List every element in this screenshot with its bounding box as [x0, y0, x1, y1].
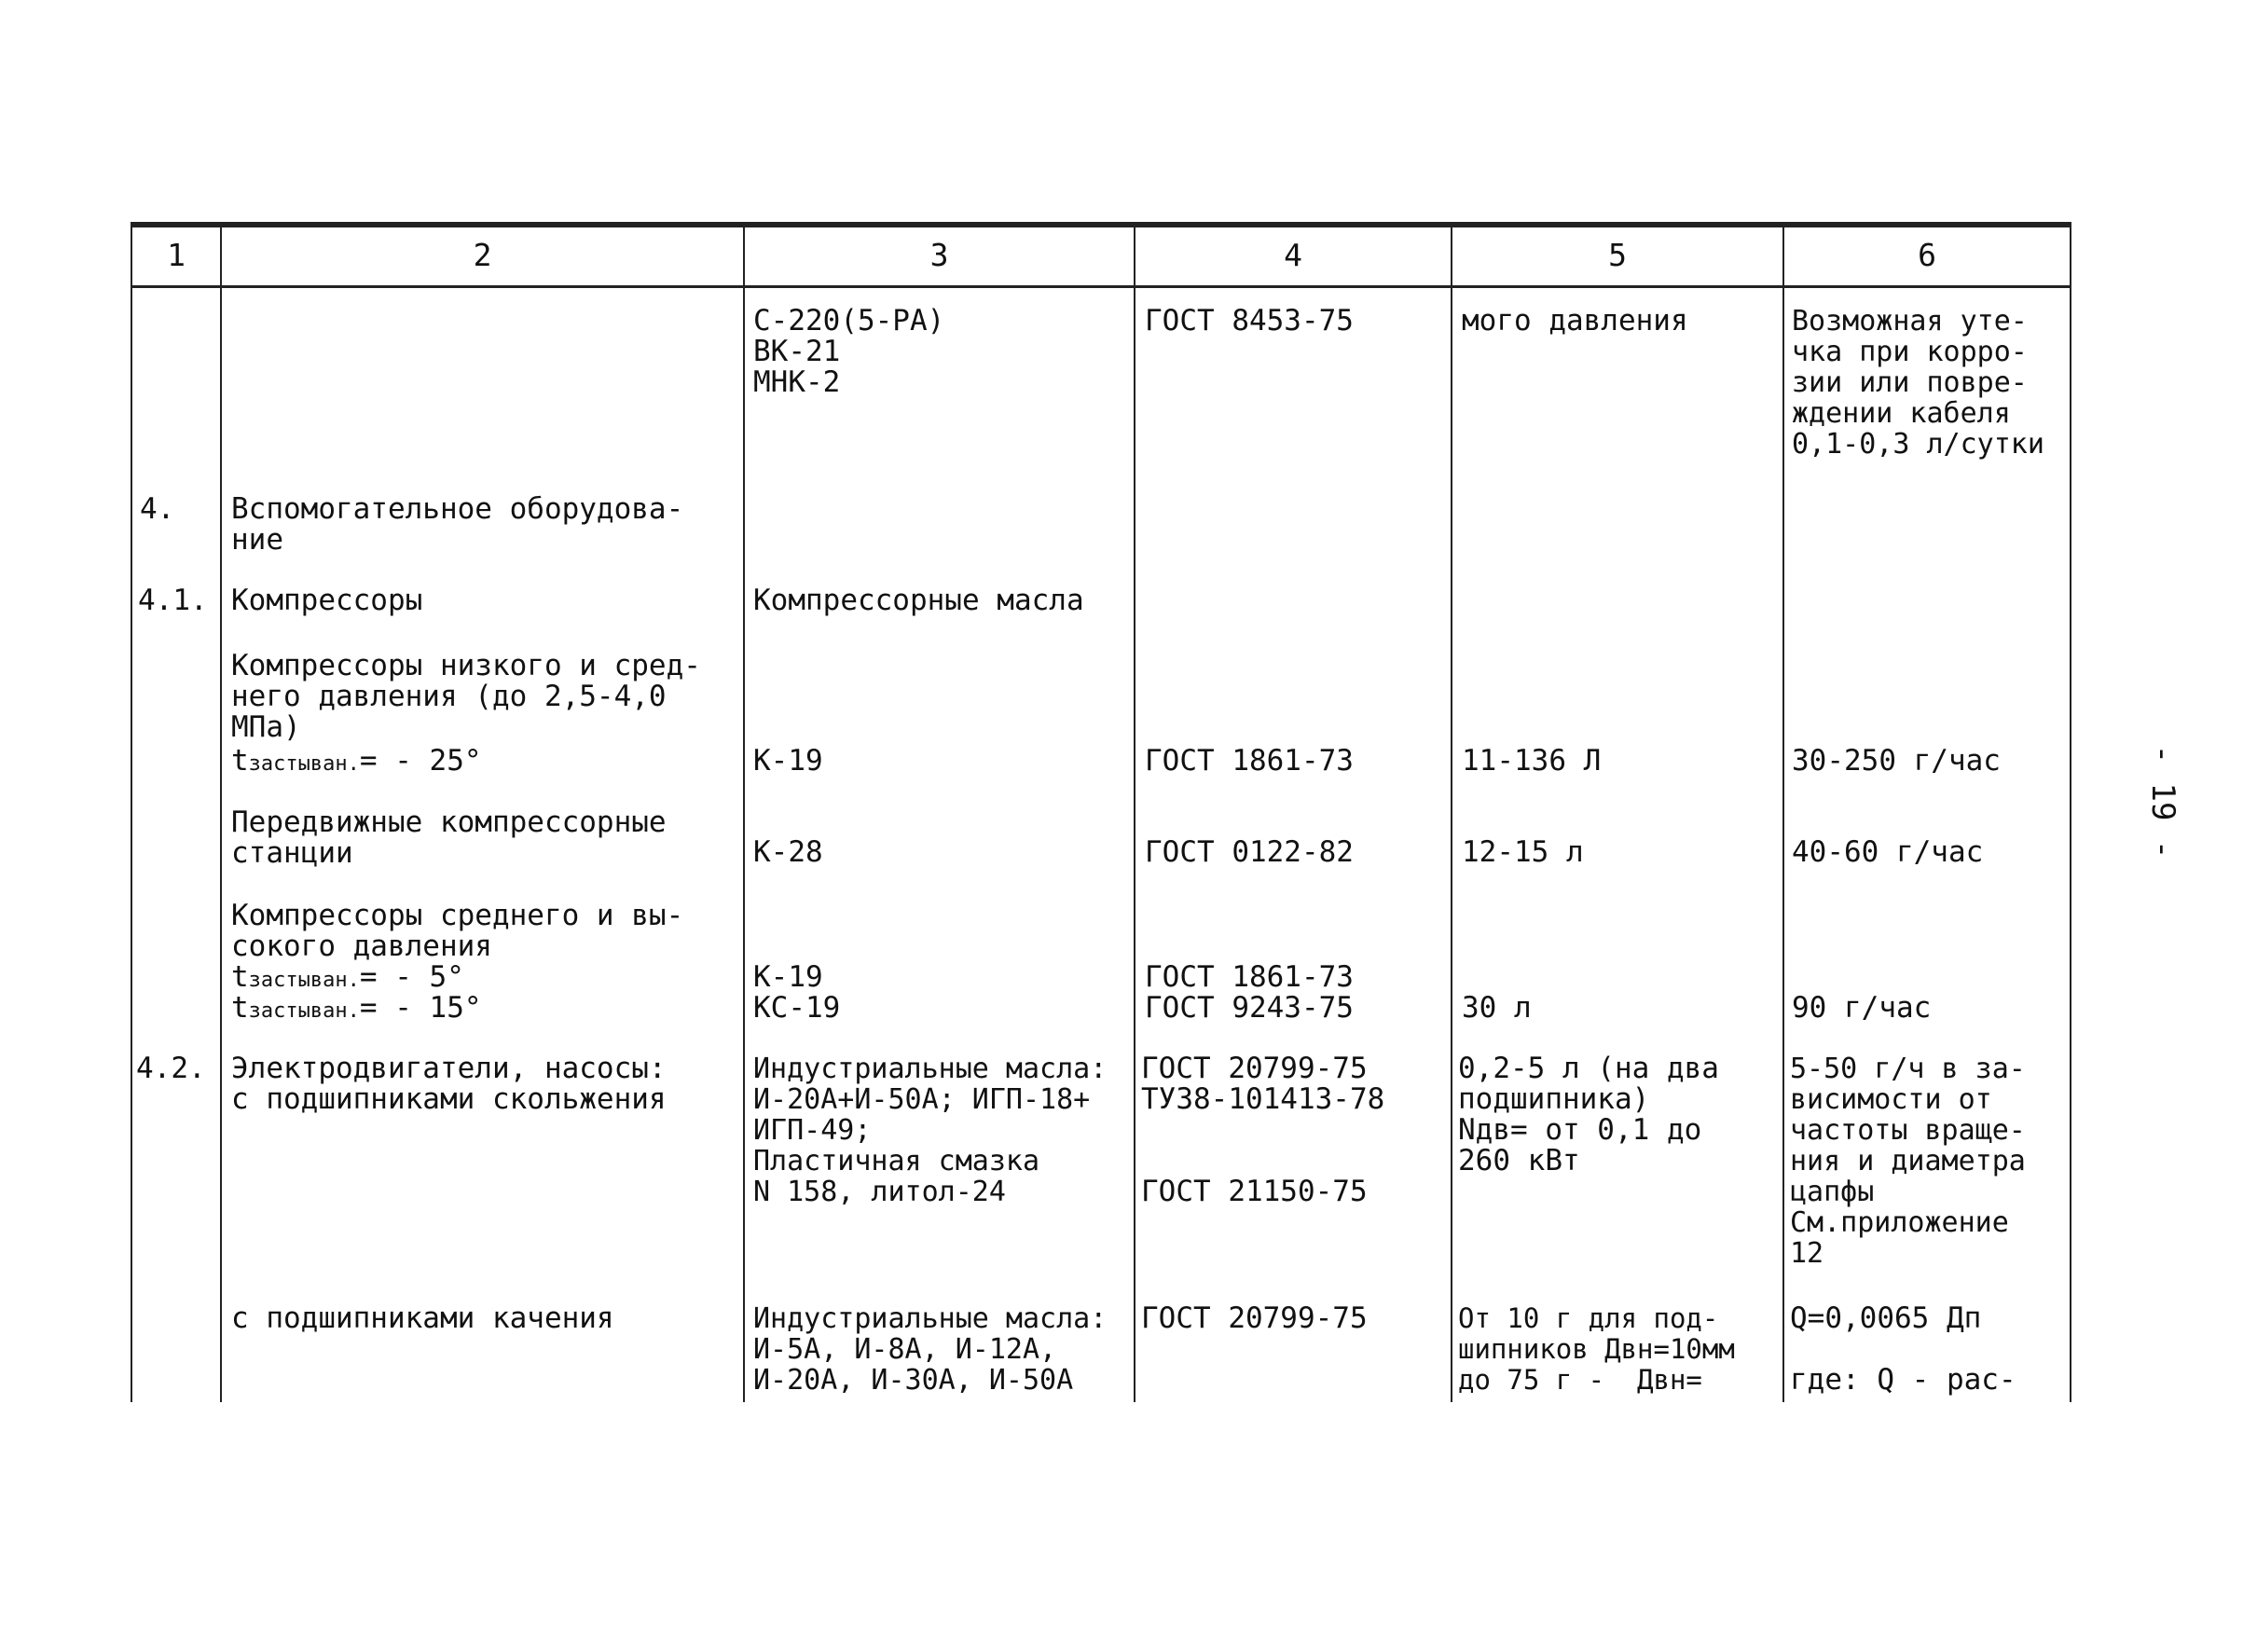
cell-r0-c3: С-220(5-РА) ВК-21 МНК-2	[753, 304, 945, 399]
cell-r9-c4: ГОСТ 20799-75 ТУ38-101413-78 ГОСТ 21150-75	[1141, 1052, 1385, 1208]
cell-r10-c5: От 10 г для под- шипников Двн=10мм до 75 г - Двн=	[1458, 1302, 1735, 1396]
cell-r1-c2: Вспомогательное оборудова- ние	[231, 492, 684, 557]
cell-r5-c2: Передвижные компрессорные станции	[231, 805, 667, 870]
cell-r3-c2: Компрессоры низкого и сред- него давления (до 2,5-4,0 МПа)	[231, 649, 701, 744]
cell-r9-c1: 4.2.	[136, 1052, 206, 1085]
cell-r2-c3: Компрессорные масла	[753, 584, 1084, 617]
cell-r7-c3: К-19	[753, 960, 823, 994]
cell-r0-c6: Возможная уте- чка при корро- зии или повре- ждении кабеля 0,1-0,3 л/сутки	[1792, 305, 2044, 461]
cell-r0-c4: ГОСТ 8453-75	[1145, 304, 1354, 337]
cell-r10-c6: Q=0,0065 Дп где: Q - рас-	[1790, 1301, 2016, 1397]
cell-r9-c6: 5-50 г/ч в за- висимости от частоты враще- ния и диаметра цапфы См.приложение 12	[1790, 1053, 2026, 1270]
col-divider-3	[1134, 227, 1135, 1402]
cell-r1-c1: 4.	[140, 492, 175, 526]
cell-r5-c4: ГОСТ 0122-82	[1145, 835, 1354, 869]
col-divider-5	[1782, 227, 1784, 1402]
header-col-2: 2	[473, 237, 492, 273]
col-divider-1	[220, 227, 222, 1402]
cell-r2-c2: Компрессоры	[231, 584, 423, 617]
cell-r8-c5: 30 л	[1462, 991, 1532, 1025]
cell-r5-c3: К-28	[753, 835, 823, 869]
header-col-6: 6	[1918, 237, 1936, 273]
col-divider-4	[1451, 227, 1452, 1402]
cell-r4-c5: 11-136 Л	[1462, 744, 1602, 778]
cell-r7-c2: tзастыван.= - 5°	[231, 960, 464, 994]
cell-r8-c4: ГОСТ 9243-75	[1145, 991, 1354, 1025]
cell-r4-c3: К-19	[753, 744, 823, 778]
col-divider-6	[2070, 227, 2071, 1402]
header-col-3: 3	[929, 237, 949, 273]
cell-r9-c3: Индустриальные масла: И-20А+И-50А; ИГП-18+ ИГП-49; Пластичная смазка N 158, литол-24	[753, 1053, 1108, 1208]
header-col-4: 4	[1284, 237, 1302, 273]
cell-r5-c5: 12-15 л	[1462, 835, 1584, 869]
cell-r10-c4: ГОСТ 20799-75	[1141, 1301, 1368, 1335]
header-col-1: 1	[167, 237, 186, 273]
col-divider-2	[743, 227, 745, 1402]
cell-r0-c5: мого давления	[1462, 304, 1688, 337]
cell-r4-c6: 30-250 г/час	[1792, 744, 2001, 778]
header-col-5: 5	[1608, 237, 1627, 273]
cell-r10-c3: Индустриальные масла: И-5А, И-8А, И-12А, И-20А, И-30А, И-50А	[753, 1302, 1108, 1397]
page-number: - 19 -	[2144, 744, 2181, 860]
cell-r8-c3: КС-19	[753, 991, 841, 1025]
cell-r6-c2: Компрессоры среднего и вы- сокого давления	[231, 899, 684, 963]
cell-r8-c6: 90 г/час	[1792, 991, 1932, 1025]
cell-r9-c2: Электродвигатели, насосы: с подшипниками скольжения	[231, 1052, 667, 1116]
cell-r7-c4: ГОСТ 1861-73	[1145, 960, 1354, 994]
col-divider-0	[131, 227, 132, 1402]
cell-r2-c1: 4.1.	[138, 584, 208, 617]
cell-r5-c6: 40-60 г/час	[1792, 835, 1984, 869]
header-bottom-rule	[131, 285, 2071, 288]
cell-r4-c2: tзастыван.= - 25°	[231, 744, 482, 778]
cell-r9-c5: 0,2-5 л (на два подшипника) Nдв= от 0,1 до 260 кВт	[1458, 1052, 1719, 1177]
cell-r4-c4: ГОСТ 1861-73	[1145, 744, 1354, 778]
cell-r8-c2: tзастыван.= - 15°	[231, 991, 482, 1025]
cell-r10-c2: с подшипниками качения	[231, 1301, 614, 1335]
table-top-rule	[131, 222, 2071, 227]
